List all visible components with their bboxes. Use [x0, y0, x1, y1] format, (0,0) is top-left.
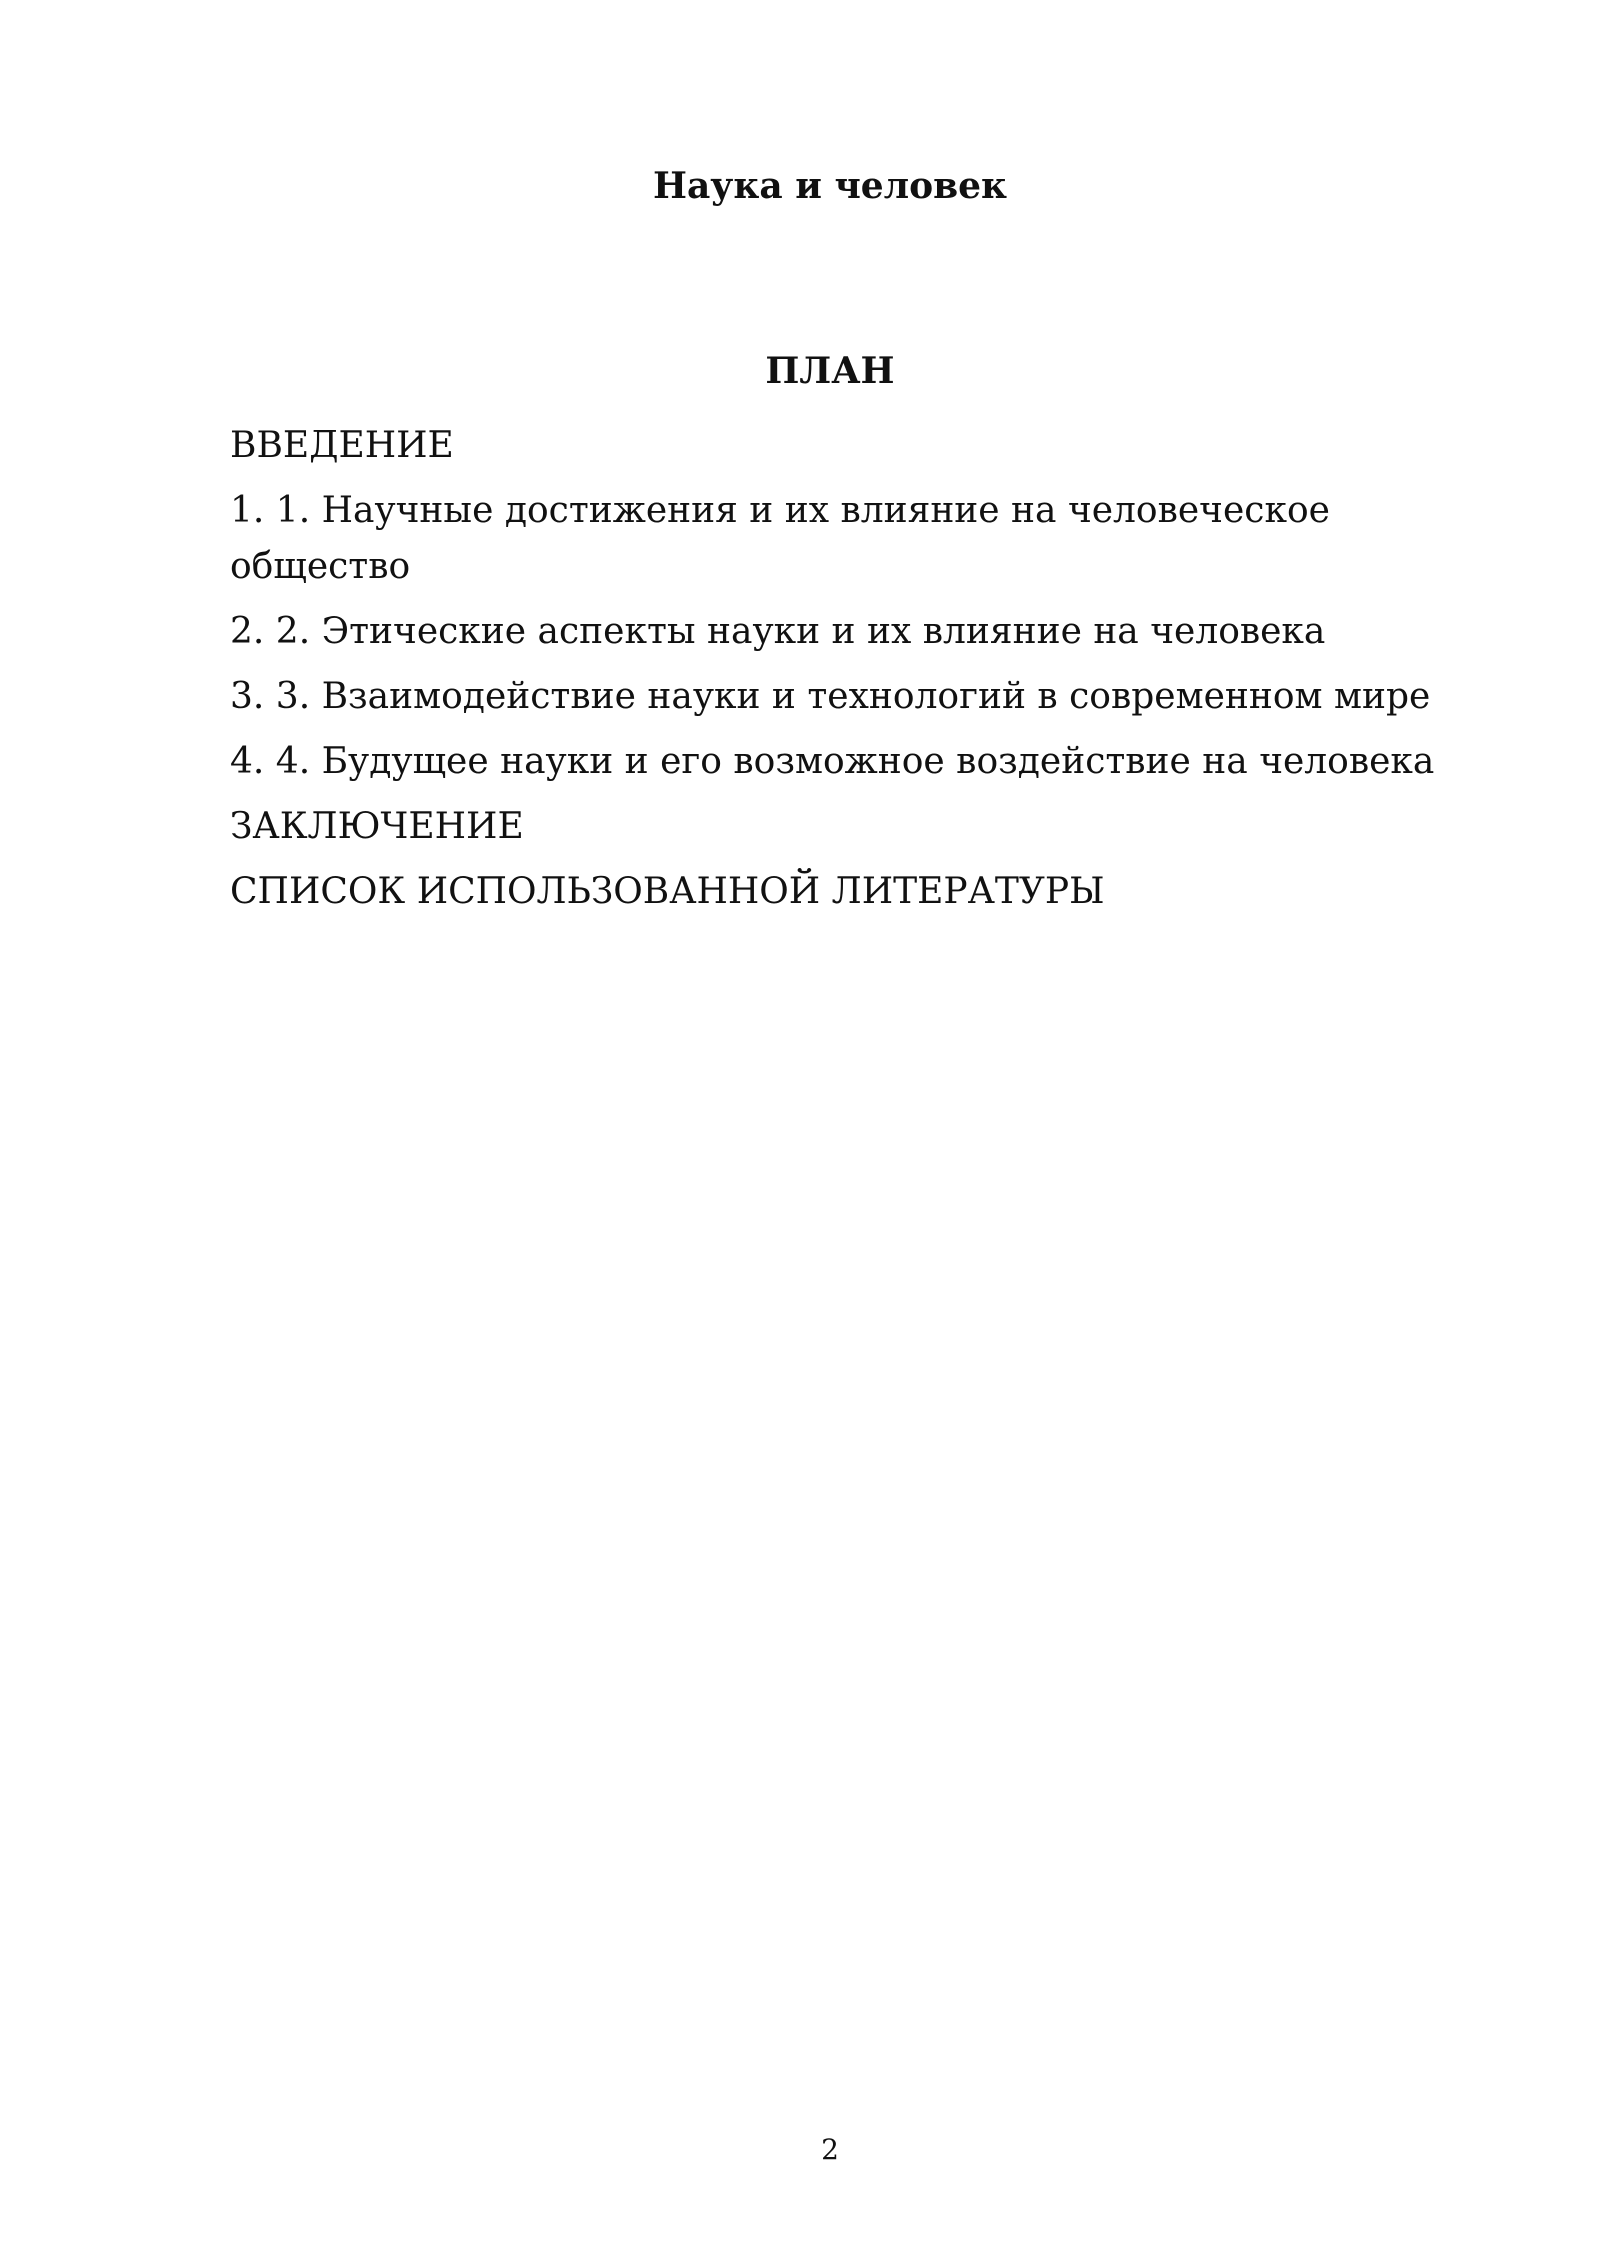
plan-heading: ПЛАН [765, 350, 895, 392]
plan-list [230, 418, 1520, 929]
document-title: Наука и человек [652, 165, 1008, 207]
plan-item-2: 2. 2. Этические аспекты науки и их влияние на человека [230, 611, 1326, 652]
plan-item-introduction: ВВЕДЕНИЕ [230, 425, 454, 466]
plan-item-4: 4. 4. Будущее науки и его возможное воздействие на человека [230, 741, 1435, 782]
plan-item-conclusion: ЗАКЛЮЧЕНИЕ [230, 806, 524, 847]
plan-item-1: 1. 1. Научные достижения и их влияние на человеческое общество [230, 490, 1330, 587]
plan-item-3: 3. 3. Взаимодействие науки и технологий в современном мире [230, 676, 1431, 717]
plan-item-references: СПИСОК ИСПОЛЬЗОВАННОЙ ЛИТЕРАТУРЫ [230, 871, 1105, 912]
page-number: 2 [821, 2133, 839, 2166]
